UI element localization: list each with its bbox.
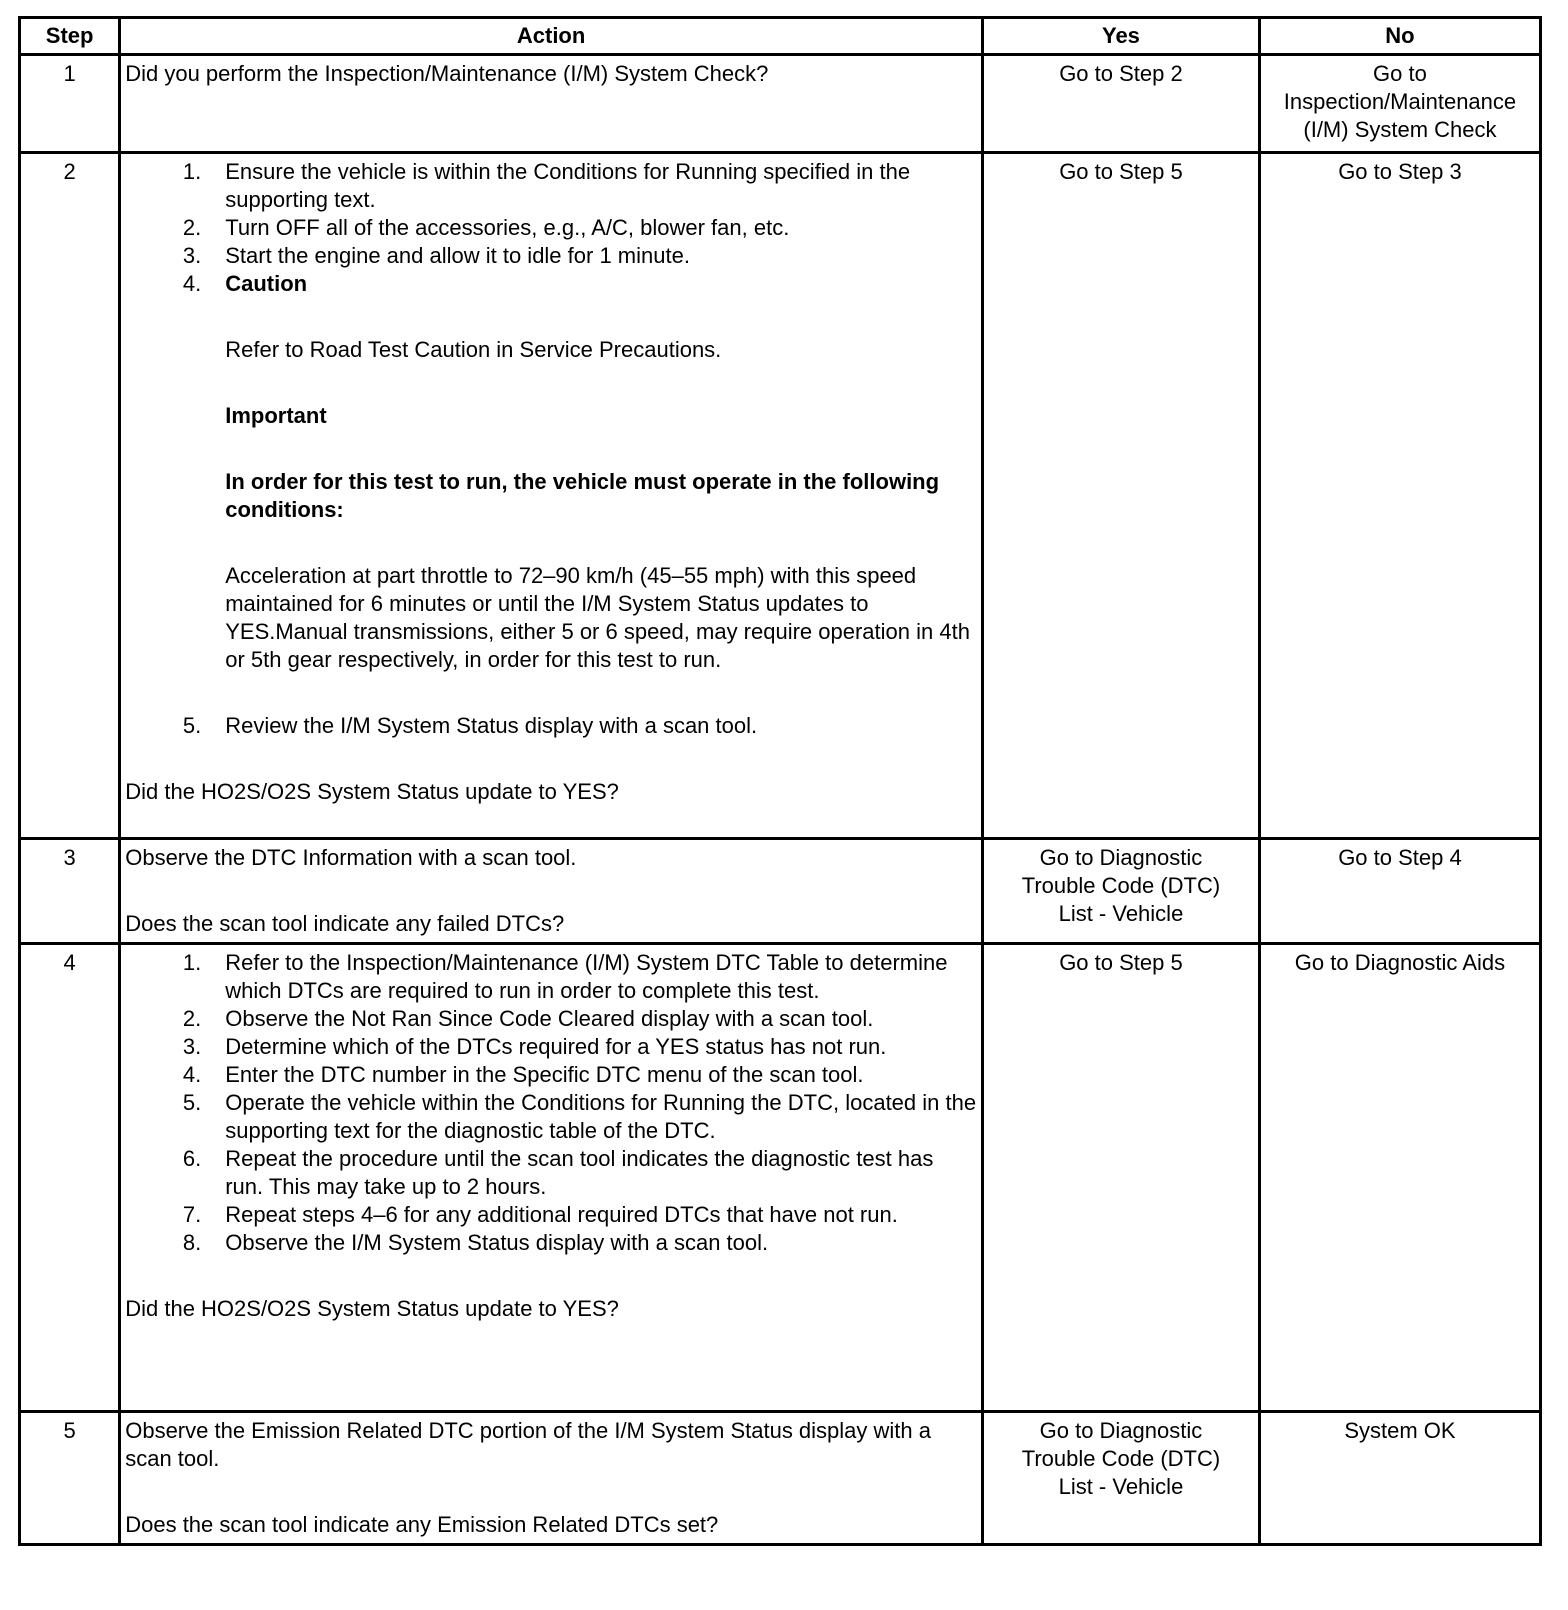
item-number: 2. <box>182 215 202 240</box>
action-question: Did you perform the Inspection/Maintenance (I/M) System Check? <box>125 61 769 86</box>
step-number: 5 <box>20 1412 120 1545</box>
item-number: 5. <box>182 1090 202 1115</box>
list-item <box>125 1145 977 1201</box>
item-number: 1. <box>182 950 202 975</box>
header-row <box>20 18 1541 55</box>
table-row <box>20 55 1541 153</box>
important-label: Important <box>225 403 327 428</box>
item-number: 4. <box>182 271 202 296</box>
list-item <box>125 949 977 1005</box>
table-row <box>20 153 1541 839</box>
caution-label: Caution <box>225 271 308 296</box>
important-text: In order for this test to run, the vehicle must operate in the following conditions: <box>225 469 940 522</box>
list-item <box>125 712 977 740</box>
header-step: Step <box>20 18 120 55</box>
action-text: Observe the Emission Related DTC portion of the I/M System Status display with a scan tool. <box>125 1418 932 1471</box>
yes-cell: Go to Step 2 <box>983 55 1260 153</box>
item-number: 7. <box>182 1202 202 1227</box>
no-cell: System OK <box>1259 1412 1540 1545</box>
step-number: 1 <box>20 55 120 153</box>
no-cell: Go to Step 3 <box>1259 153 1540 839</box>
item-text: Repeat steps 4–6 for any additional required DTCs that have not run. <box>225 1202 898 1227</box>
item-text: Observe the I/M System Status display with a scan tool. <box>225 1230 769 1255</box>
item-number: 1. <box>182 159 202 184</box>
table-row <box>20 1412 1541 1545</box>
item-text: Determine which of the DTCs required for a YES status has not run. <box>225 1034 887 1059</box>
action-cell <box>120 839 983 944</box>
action-question: Does the scan tool indicate any Emission Related DTCs set? <box>125 1512 719 1537</box>
list-item <box>125 1061 977 1089</box>
list-item <box>125 270 977 674</box>
yes-cell <box>983 839 1260 944</box>
step-number: 2 <box>20 153 120 839</box>
header-yes: Yes <box>983 18 1260 55</box>
action-question: Did the HO2S/O2S System Status update to YES? <box>125 779 619 804</box>
item-number: 4. <box>182 1062 202 1087</box>
step-number: 3 <box>20 839 120 944</box>
yes-line: Trouble Code (DTC) <box>1021 1446 1221 1471</box>
no-cell: Go to Diagnostic Aids <box>1259 944 1540 1412</box>
action-cell <box>120 944 983 1412</box>
header-action: Action <box>120 18 983 55</box>
yes-line: List - Vehicle <box>1058 1474 1184 1499</box>
item-text: Ensure the vehicle is within the Conditions for Running specified in the supporting text. <box>225 159 911 212</box>
list-item <box>125 1033 977 1061</box>
item-text: Observe the Not Ran Since Code Cleared display with a scan tool. <box>225 1006 874 1031</box>
header-no: No <box>1259 18 1540 55</box>
action-text: Observe the DTC Information with a scan tool. <box>125 845 577 870</box>
step-number: 4 <box>20 944 120 1412</box>
list-item <box>125 242 977 270</box>
item-text: Start the engine and allow it to idle for 1 minute. <box>225 243 690 268</box>
action-cell <box>120 153 983 839</box>
table-row <box>20 944 1541 1412</box>
item-text: Review the I/M System Status display with a scan tool. <box>225 713 758 738</box>
item-number: 3. <box>182 243 202 268</box>
item-text: Repeat the procedure until the scan tool indicates the diagnostic test has run. This may take up to 2 hours. <box>225 1146 934 1199</box>
no-line: Go to <box>1373 61 1427 86</box>
item-number: 3. <box>182 1034 202 1059</box>
item-number: 8. <box>182 1230 202 1255</box>
yes-line: List - Vehicle <box>1058 901 1184 926</box>
list-item <box>125 1089 977 1145</box>
list-item <box>125 1201 977 1229</box>
item-text: Refer to the Inspection/Maintenance (I/M) System DTC Table to determine which DTCs are required to run in order to complete this test. <box>225 950 948 1003</box>
action-question: Does the scan tool indicate any failed DTCs? <box>125 911 565 936</box>
action-question: Did the HO2S/O2S System Status update to YES? <box>125 1296 619 1321</box>
action-cell <box>120 55 983 153</box>
yes-line: Go to Diagnostic <box>1039 1418 1203 1443</box>
list-item <box>125 1229 977 1257</box>
conditions-text: Acceleration at part throttle to 72–90 km/h (45–55 mph) with this speed maintained for 6 minutes or until the I/M System Status updates to YES.Manual transmissions, either 5 or 6 speed, may require operation in 4th or 5th gear respectively, in order for this test to run. <box>225 563 970 672</box>
item-number: 5. <box>182 713 202 738</box>
item-number: 6. <box>182 1146 202 1171</box>
caution-text: Refer to Road Test Caution in Service Precautions. <box>225 337 722 362</box>
yes-cell: Go to Step 5 <box>983 944 1260 1412</box>
no-line: (I/M) System Check <box>1303 117 1497 142</box>
item-text: Turn OFF all of the accessories, e.g., A/C, blower fan, etc. <box>225 215 790 240</box>
list-item <box>125 214 977 242</box>
no-cell <box>1259 55 1540 153</box>
no-line: Inspection/Maintenance <box>1283 89 1517 114</box>
procedure-list <box>125 949 977 1257</box>
item-text: Operate the vehicle within the Conditions for Running the DTC, located in the supporting text for the diagnostic table of the DTC. <box>225 1090 977 1143</box>
table-row <box>20 839 1541 944</box>
item-number: 2. <box>182 1006 202 1031</box>
list-item <box>125 158 977 214</box>
yes-line: Trouble Code (DTC) <box>1021 873 1221 898</box>
action-cell <box>120 1412 983 1545</box>
yes-cell: Go to Step 5 <box>983 153 1260 839</box>
yes-cell <box>983 1412 1260 1545</box>
diagnostic-table <box>18 16 1542 1546</box>
no-cell: Go to Step 4 <box>1259 839 1540 944</box>
list-item <box>125 1005 977 1033</box>
yes-line: Go to Diagnostic <box>1039 845 1203 870</box>
procedure-list <box>125 158 977 740</box>
item-text: Enter the DTC number in the Specific DTC menu of the scan tool. <box>225 1062 864 1087</box>
